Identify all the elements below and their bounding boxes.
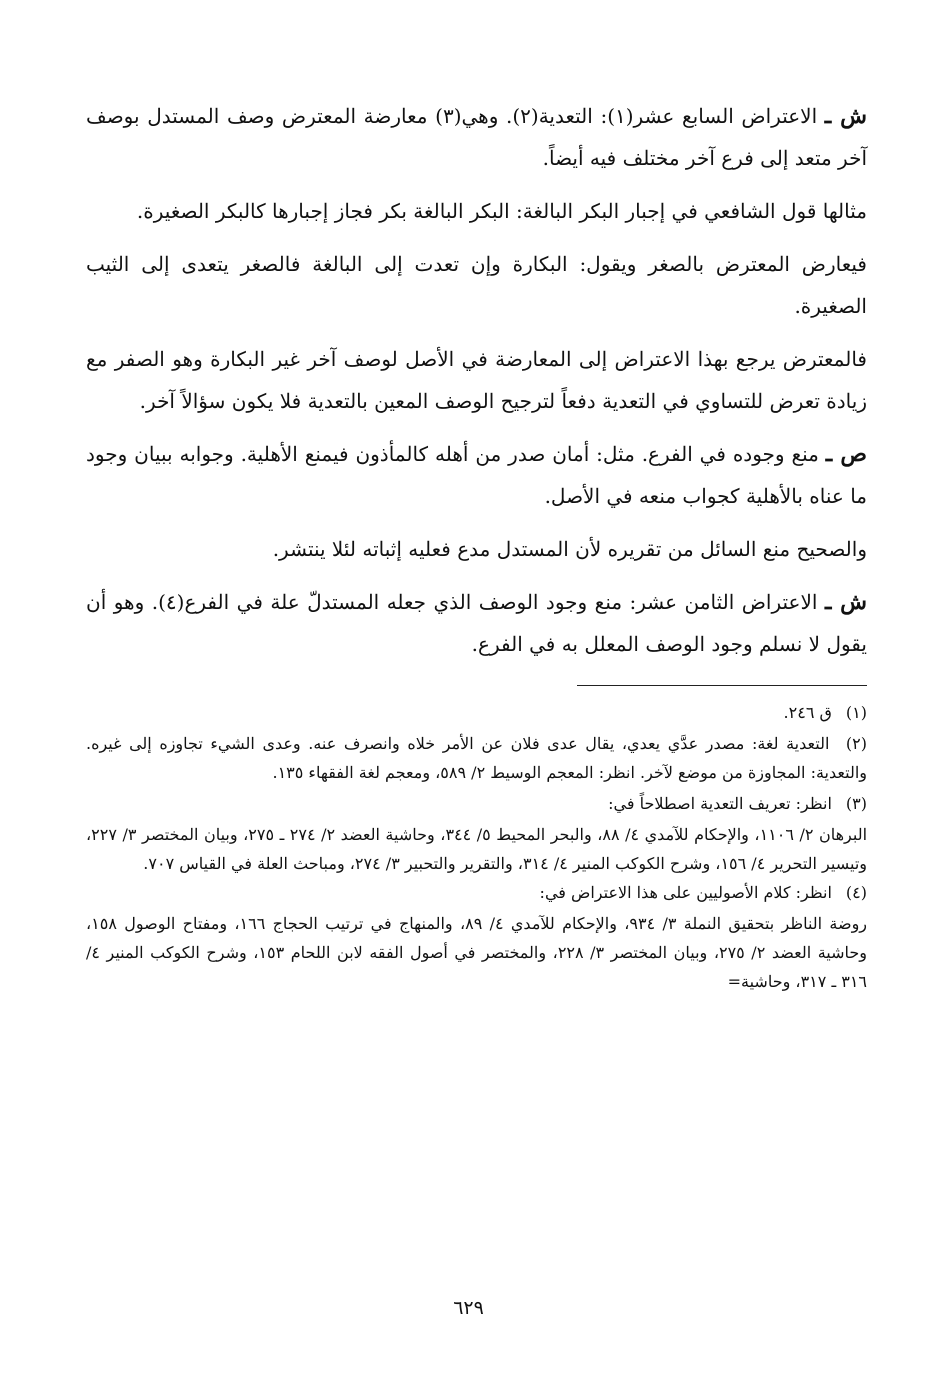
footnote-2 [86,729,867,787]
section-marker: ص ـ [825,441,868,467]
paragraph-7 [86,581,867,665]
footnote-text: ق ٢٤٦. [783,703,832,722]
paragraph-1 [86,95,867,179]
footnote-4 [86,878,867,907]
footnote-number: (٣) [845,794,867,813]
paragraph-text: الاعتراض السابع عشر(١): التعدية(٢). وهي(٣) معارضة المعترض وصف المستدل بوصف آخر متعد إلى فرع آخر مختلف فيه أيضاً. [86,104,867,170]
book-page [86,95,867,1381]
footnote-1 [86,698,867,727]
paragraph-text: الاعتراض الثامن عشر: منع وجود الوصف الذي جعله المستدلّ علة في الفرع(٤). وهو أن يقول لا نسلم وجود الوصف المعلل به في الفرع. [86,590,867,656]
footnotes [86,698,867,996]
section-marker: ش ـ [824,589,868,615]
paragraph-3: فيعارض المعترض بالصغر ويقول: البكارة وإن تعدت إلى البالغة فالصغر يتعدى إلى الثيب الصغيرة. [86,252,867,318]
footnote-text: انظر: كلام الأصوليين على هذا الاعتراض في: [539,883,832,902]
paragraph-text: منع وجوده في الفرع. مثل: أمان صدر من أهله كالمأذون فيمنع الأهلية. وجوابه ببيان وجود ما عناه بالأهلية كجواب منعه في الأصل. [86,442,867,508]
paragraph-2: مثالها قول الشافعي في إجبار البكر البالغة: البكر البالغة بكر فجاز إجبارها كالبكر الصغيرة. [136,199,867,223]
footnote-text: التعدية لغة: مصدر عدَّي يعدي، يقال عدى فلان عن الأمر خلاه وانصرف عنه. وعدى الشيء تجاوزه إلى غيره. والتعدية: المجاوزة من موضع لآخر. انظر: المعجم الوسيط ٢/ ٥٨٩، ومعجم لغة الفقهاء ١٣٥. [86,734,867,782]
footnote-divider [577,685,867,686]
main-text [86,95,867,665]
page-number: ٦٢٩ [453,1297,484,1319]
footnote-3-references: البرهان ٢/ ١١٠٦، والإحكام للآمدي ٤/ ٨٨، والبحر المحيط ٥/ ٣٤٤، وحاشية العضد ٢/ ٢٧٤ ـ ٢٧٥، وبيان المختصر ٣/ ٢٢٧، وتيسير التحرير ٤/ ١٥٦، وشرح الكوكب المنير ٤/ ٣١٤، والتقرير والتحبير ٣/ ٢٧٤، ومباحث العلة في القياس ٧٠٧. [86,825,868,873]
footnote-number: (١) [845,703,867,722]
footnote-3 [86,789,867,818]
paragraph-6: والصحيح منع السائل من تقريره لأن المستدل مدع فعليه إثباته لئلا ينتشر. [272,537,867,561]
footnote-number: (٢) [845,734,867,753]
paragraph-4: فالمعترض يرجع بهذا الاعتراض إلى المعارضة في الأصل لوصف آخر غير البكارة وهو الصفر مع زيادة تعرض للتساوي في التعدية دفعاً لترجيح الوصف المعين بالتعدية فلا يكون سؤالاً آخر. [86,347,867,413]
footnote-4-references: روضة الناظر بتحقيق النملة ٣/ ٩٣٤، والإحكام للآمدي ٤/ ٨٩، والمنهاج في ترتيب الحجاج ١٦٦، ومفتاح الوصول ١٥٨، وحاشية العضد ٢/ ٢٧٥، وبيان المختصر ٣/ ٢٢٨، والمختصر في أصول الفقه لابن اللحام ١٥٣، وشرح الكوكب المنير ٤/ ٣١٦ ـ ٣١٧، وحاشية= [86,914,868,991]
section-marker: ش ـ [824,103,867,129]
footnote-text: انظر: تعريف التعدية اصطلاحاً في: [608,794,832,813]
footnote-number: (٤) [845,883,867,902]
paragraph-5 [86,433,867,517]
